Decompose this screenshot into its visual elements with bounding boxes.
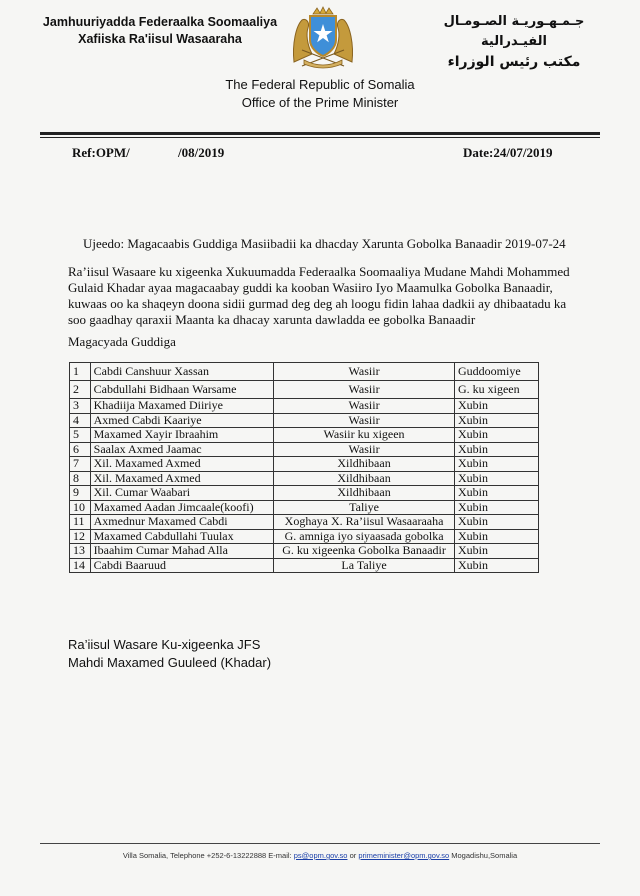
member-role: Xubin — [454, 529, 538, 544]
member-name: Axmed Cabdi Kaariye — [90, 413, 274, 428]
member-number: 3 — [70, 399, 91, 414]
footer-prefix: Villa Somalia, Telephone +252-6-13222888 E-mail: — [122, 851, 294, 860]
member-role: Xubin — [454, 558, 538, 573]
member-role: G. ku xigeen — [454, 381, 538, 399]
table-row — [70, 442, 539, 457]
member-position: Wasiir — [274, 363, 455, 381]
table-row — [70, 558, 539, 573]
member-name: Maxamed Aadan Jimcaale(koofi) — [90, 500, 274, 515]
member-number: 7 — [70, 457, 91, 472]
table-row — [70, 544, 539, 559]
member-role: Xubin — [454, 428, 538, 443]
member-role: Xubin — [454, 500, 538, 515]
member-number: 9 — [70, 486, 91, 501]
member-number: 8 — [70, 471, 91, 486]
member-number: 11 — [70, 515, 91, 530]
member-number: 4 — [70, 413, 91, 428]
header-divider-thin — [40, 137, 600, 138]
member-position: La Taliye — [274, 558, 455, 573]
signature-block — [68, 636, 271, 672]
signature-name: Mahdi Maxamed Guuleed (Khadar) — [68, 655, 272, 670]
table-row — [70, 413, 539, 428]
header-left-line2: Xafiiska Ra'iisul Wasaaraha — [78, 32, 242, 46]
table-row — [70, 471, 539, 486]
footer — [0, 851, 640, 860]
table-row — [70, 363, 539, 381]
table-row — [70, 457, 539, 472]
document-date: Date:24/07/2019 — [463, 145, 553, 160]
member-position: Xildhibaan — [274, 486, 455, 501]
header-right-line2: مكتب رئيس الوزراء — [447, 54, 581, 70]
member-position: G. amniga iyo siyaasada gobolka — [274, 529, 455, 544]
member-name: Khadiija Maxamed Diiriye — [90, 399, 274, 414]
email-link-primeminister[interactable]: primeminister@opm.gov.so — [358, 851, 450, 860]
header-divider-thick — [40, 132, 600, 135]
member-role: Guddoomiye — [454, 363, 538, 381]
header-right-line1: جـمـهـوريـة الصـومـال الفيـدرالية — [443, 14, 585, 49]
header-center-line2: Office of the Prime Minister — [241, 95, 399, 110]
header-left-line1: Jamhuuriyadda Federaalka Soomaaliya — [42, 15, 278, 29]
member-role: Xubin — [454, 471, 538, 486]
header-left — [40, 14, 280, 48]
member-position: G. ku xigeenka Gobolka Banaadir — [274, 544, 455, 559]
members-table — [69, 362, 539, 573]
member-role: Xubin — [454, 515, 538, 530]
member-position: Xildhibaan — [274, 457, 455, 472]
member-role: Xubin — [454, 413, 538, 428]
table-row — [70, 399, 539, 414]
footer-divider — [40, 843, 600, 844]
email-link-ps[interactable]: ps@opm.gov.so — [293, 851, 348, 860]
ref-date: /08/2019 — [178, 145, 225, 160]
member-name: Xil. Maxamed Axmed — [90, 457, 274, 472]
member-name: Maxamed Xayir Ibraahim — [90, 428, 274, 443]
member-position: Xildhibaan — [274, 471, 455, 486]
member-number: 5 — [70, 428, 91, 443]
member-number: 6 — [70, 442, 91, 457]
body-line-2: Gulaid Khadar ayaa magacaabay guddi ka kooban Wasiiro Iyo Maamulka Gobolka Banaadir, — [68, 280, 553, 295]
table-row — [70, 500, 539, 515]
member-name: Ibaahim Cumar Mahad Alla — [90, 544, 274, 559]
ref-label: Ref:OPM/ — [72, 145, 130, 160]
member-name: Xil. Maxamed Axmed — [90, 471, 274, 486]
body-line-4: soo gaadhay qaraxii Maanta ka dhacay xarunta dawladda ee gobolka Banaadir — [68, 312, 476, 327]
member-number: 2 — [70, 381, 91, 399]
header-center — [0, 76, 640, 112]
member-position: Wasiir — [274, 413, 455, 428]
body-paragraph — [68, 264, 608, 328]
member-position: Taliye — [274, 500, 455, 515]
member-position: Wasiir — [274, 381, 455, 399]
member-name: Cabdi Canshuur Xassan — [90, 363, 274, 381]
list-heading: Magacyada Guddiga — [68, 334, 176, 349]
member-position: Wasiir ku xigeen — [274, 428, 455, 443]
table-row — [70, 486, 539, 501]
coat-of-arms-icon — [288, 4, 358, 72]
header-center-line1: The Federal Republic of Somalia — [225, 77, 415, 92]
member-role: Xubin — [454, 457, 538, 472]
footer-suffix: Mogadishu,Somalia — [449, 851, 518, 860]
member-role: Xubin — [454, 486, 538, 501]
member-position: Wasiir — [274, 442, 455, 457]
member-name: Xil. Cumar Waabari — [90, 486, 274, 501]
member-role: Xubin — [454, 399, 538, 414]
header-right — [414, 12, 614, 72]
table-row — [70, 515, 539, 530]
member-position: Xoghaya X. Ra’iisul Wasaaraaha — [274, 515, 455, 530]
member-name: Axmednur Maxamed Cabdi — [90, 515, 274, 530]
member-name: Cabdullahi Bidhaan Warsame — [90, 381, 274, 399]
member-role: Xubin — [454, 544, 538, 559]
body-line-1: Ra’iisul Wasaare ku xigeenka Xukuumadda Federaalka Soomaaliya Mudane Mahdi Mohammed — [68, 264, 570, 279]
subject-line: Ujeedo: Magacaabis Guddiga Masiibadii ka dhacday Xarunta Gobolka Banaadir 2019-07-24 — [83, 236, 566, 251]
member-name: Cabdi Baaruud — [90, 558, 274, 573]
member-number: 12 — [70, 529, 91, 544]
table-row — [70, 428, 539, 443]
member-number: 14 — [70, 558, 91, 573]
body-line-3: kuwaas oo ka shaqeyn doona sidii gurmad deg deg ah loogu fidin lahaa dadkii ay dhibaatadu ka — [68, 296, 567, 311]
member-name: Saalax Axmed Jaamac — [90, 442, 274, 457]
member-number: 10 — [70, 500, 91, 515]
footer-or: or — [347, 851, 359, 860]
member-name: Maxamed Cabdullahi Tuulax — [90, 529, 274, 544]
member-number: 1 — [70, 363, 91, 381]
member-number: 13 — [70, 544, 91, 559]
signature-title: Ra’iisul Wasare Ku-xigeenka JFS — [68, 637, 261, 652]
member-role: Xubin — [454, 442, 538, 457]
table-row — [70, 381, 539, 399]
table-row — [70, 529, 539, 544]
member-position: Wasiir — [274, 399, 455, 414]
